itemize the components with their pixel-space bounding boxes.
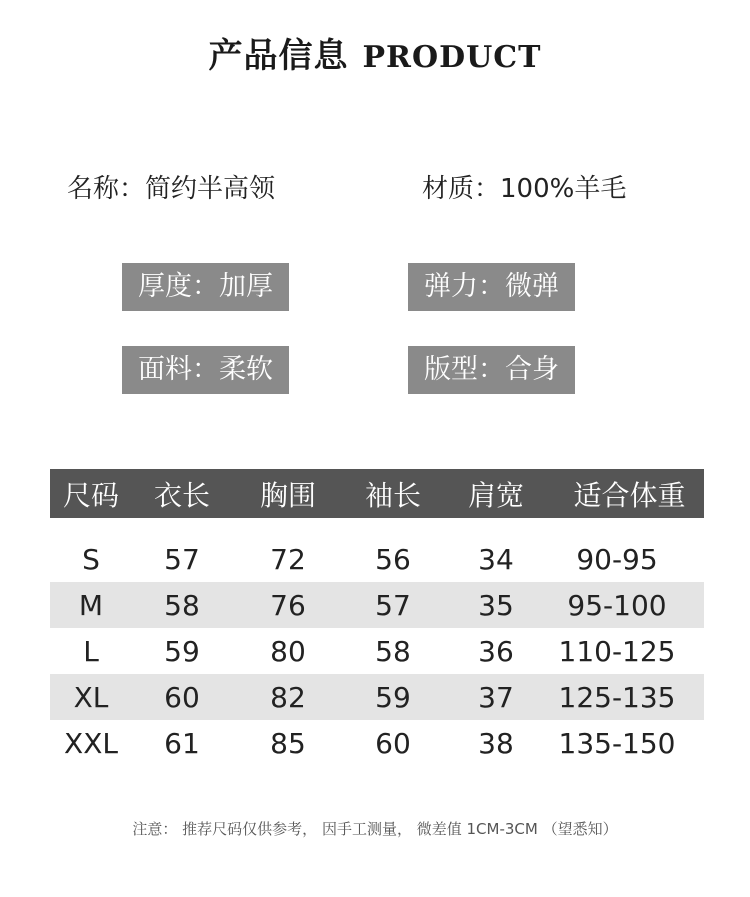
header-shoulder: 肩宽 <box>467 478 524 512</box>
cell-shoulder: 35 <box>478 588 514 622</box>
cell-chest: 76 <box>270 588 306 622</box>
cell-weight: 110-125 <box>558 634 676 668</box>
header-weight: 适合体重 <box>573 478 686 512</box>
product-material: 材质：100%羊毛 <box>422 174 627 204</box>
title-en: PRODUCT <box>362 40 542 75</box>
size-note: 注意： 推荐尺码仅供参考， 因手工测量， 微差值 1CM-3CM （望悉知） <box>132 820 618 838</box>
cell-chest: 72 <box>270 542 306 576</box>
badge-elasticity: 弹力：微弹 <box>408 263 575 311</box>
cell-length: 59 <box>164 634 200 668</box>
cell-length: 57 <box>164 542 200 576</box>
badge-thickness: 厚度：加厚 <box>122 263 289 311</box>
page-title <box>0 28 750 77</box>
table-row <box>50 536 704 582</box>
cell-size: XL <box>73 680 109 714</box>
table-row <box>50 674 704 720</box>
cell-shoulder: 34 <box>478 542 514 576</box>
header-length: 衣长 <box>153 478 210 512</box>
cell-weight: 95-100 <box>567 588 667 622</box>
cell-sleeve: 57 <box>375 588 411 622</box>
cell-length: 58 <box>164 588 200 622</box>
cell-chest: 80 <box>270 634 306 668</box>
header-size: 尺码 <box>62 478 119 512</box>
cell-chest: 82 <box>270 680 306 714</box>
cell-sleeve: 56 <box>375 542 411 576</box>
cell-size: M <box>78 588 104 622</box>
badge-fit: 版型：合身 <box>408 346 575 394</box>
cell-weight: 135-150 <box>558 726 676 760</box>
header-sleeve: 袖长 <box>364 478 421 512</box>
cell-length: 60 <box>164 680 200 714</box>
table-row <box>50 720 704 766</box>
cell-shoulder: 38 <box>478 726 514 760</box>
cell-length: 61 <box>164 726 200 760</box>
table-row <box>50 582 704 628</box>
title-cn: 产品信息 <box>208 36 349 76</box>
cell-size: XXL <box>64 726 118 760</box>
cell-weight: 125-135 <box>558 680 676 714</box>
cell-sleeve: 58 <box>375 634 411 668</box>
cell-sleeve: 59 <box>375 680 411 714</box>
cell-shoulder: 36 <box>478 634 514 668</box>
cell-chest: 85 <box>270 726 306 760</box>
cell-sleeve: 60 <box>375 726 411 760</box>
cell-size: S <box>82 542 100 576</box>
cell-shoulder: 37 <box>478 680 514 714</box>
header-chest: 胸围 <box>259 478 316 512</box>
size-table-header <box>50 469 704 518</box>
badge-fabric: 面料：柔软 <box>122 346 289 394</box>
cell-weight: 90-95 <box>576 542 658 576</box>
size-table <box>50 469 704 766</box>
cell-size: L <box>83 634 99 668</box>
product-name: 名称：简约半高领 <box>67 174 276 204</box>
table-row <box>50 628 704 674</box>
